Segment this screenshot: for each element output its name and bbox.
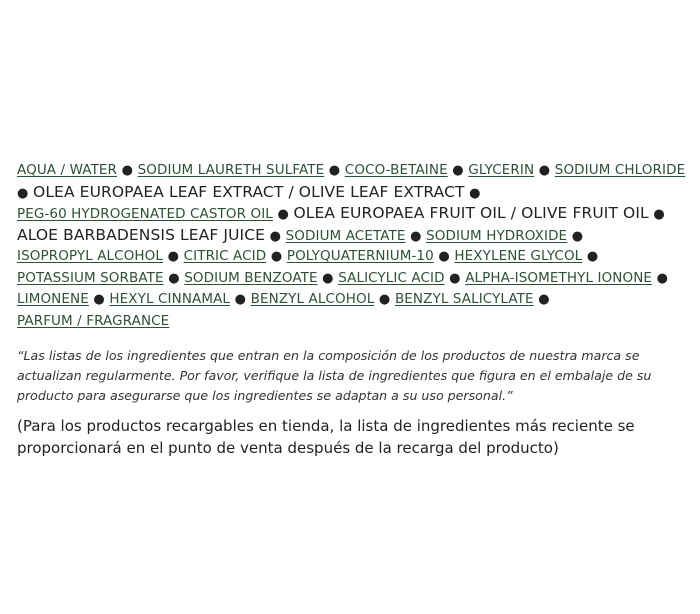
bullet-separator: ● (656, 270, 669, 286)
bullet-separator: ● (438, 249, 450, 264)
ingredient-link[interactable]: ISOPROPYL ALCOHOL (17, 248, 164, 264)
ingredient-text: OLEA EUROPAEA LEAF EXTRACT / OLIVE LEAF EXTRACT (33, 182, 465, 201)
ingredient-line (17, 203, 693, 225)
ingredient-line (17, 182, 693, 204)
bullet-separator: ● (269, 228, 282, 244)
ingredients-disclaimer: “Las listas de los ingredientes que entran en la composición de los productos de nuestra marca se actualizan regularmente. Por favor, verifique la lista de ingredientes que figura en el embalaje de su producto para asegurarse que los ingredientes se adaptan a su uso personal.” (17, 348, 652, 403)
ingredient-line (17, 160, 693, 182)
bullet-separator: ● (168, 270, 180, 286)
bullet-separator: ● (378, 292, 391, 307)
bullet-separator: ● (328, 163, 341, 178)
ingredient-link[interactable]: SODIUM HYDROXIDE (426, 227, 568, 244)
ingredient-link[interactable]: POLYQUATERNIUM-10 (286, 248, 434, 264)
bullet-separator: ● (538, 292, 550, 307)
ingredient-list (17, 160, 693, 332)
bullet-separator: ● (17, 185, 29, 201)
bullet-separator: ● (322, 270, 334, 286)
ingredient-line (17, 225, 693, 247)
bullet-separator: ● (571, 228, 584, 244)
ingredient-link[interactable]: ALPHA-ISOMETHYL IONONE (465, 269, 653, 286)
bullet-separator: ● (167, 249, 180, 264)
ingredient-link[interactable]: AQUA / WATER (17, 162, 118, 178)
ingredient-link[interactable]: SALICYLIC ACID (338, 269, 445, 286)
bullet-separator: ● (469, 185, 481, 201)
ingredient-text: OLEA EUROPAEA FRUIT OIL / OLIVE FRUIT OIL (293, 204, 649, 222)
bullet-separator: ● (586, 249, 599, 264)
ingredient-link[interactable]: PEG-60 HYDROGENATED CASTOR OIL (17, 206, 273, 222)
ingredient-link[interactable]: BENZYL ALCOHOL (250, 291, 375, 307)
ingredient-link[interactable]: HEXYL CINNAMAL (109, 291, 231, 307)
ingredient-link[interactable]: COCO-BETAINE (344, 162, 448, 178)
bullet-separator: ● (538, 163, 551, 178)
bullet-separator: ● (121, 163, 134, 178)
bullet-separator: ● (653, 207, 665, 222)
ingredient-line (17, 289, 693, 311)
bullet-separator: ● (452, 163, 464, 178)
bullet-separator: ● (277, 207, 289, 222)
ingredient-line (17, 246, 693, 268)
ingredient-text: ALOE BARBADENSIS LEAF JUICE (17, 225, 266, 244)
ingredient-line (17, 268, 693, 290)
bullet-separator: ● (410, 228, 422, 244)
bullet-separator: ● (270, 249, 283, 264)
ingredient-link[interactable]: BENZYL SALICYLATE (394, 291, 534, 307)
ingredient-link[interactable]: GLYCERIN (468, 162, 535, 178)
refill-note: (Para los productos recargables en tienda, la lista de ingredientes más reciente se proporcionará en el punto de venta después de la recarga del producto) (17, 417, 635, 457)
ingredient-link[interactable]: HEXYLENE GLYCOL (454, 248, 583, 264)
bullet-separator: ● (449, 270, 461, 286)
bullet-separator: ● (93, 292, 105, 307)
ingredient-link[interactable]: SODIUM BENZOATE (184, 269, 318, 286)
ingredient-link[interactable]: SODIUM ACETATE (285, 227, 406, 244)
ingredient-link[interactable]: SODIUM CHLORIDE (554, 162, 686, 178)
bullet-separator: ● (234, 292, 247, 307)
ingredients-section (17, 160, 693, 459)
ingredient-link[interactable]: PARFUM / FRAGRANCE (17, 312, 170, 329)
ingredient-link[interactable]: POTASSIUM SORBATE (17, 269, 164, 286)
ingredient-link[interactable]: CITRIC ACID (183, 248, 267, 264)
ingredient-link[interactable]: LIMONENE (17, 291, 89, 307)
ingredient-link[interactable]: SODIUM LAURETH SULFATE (137, 162, 325, 178)
ingredient-line (17, 311, 693, 333)
